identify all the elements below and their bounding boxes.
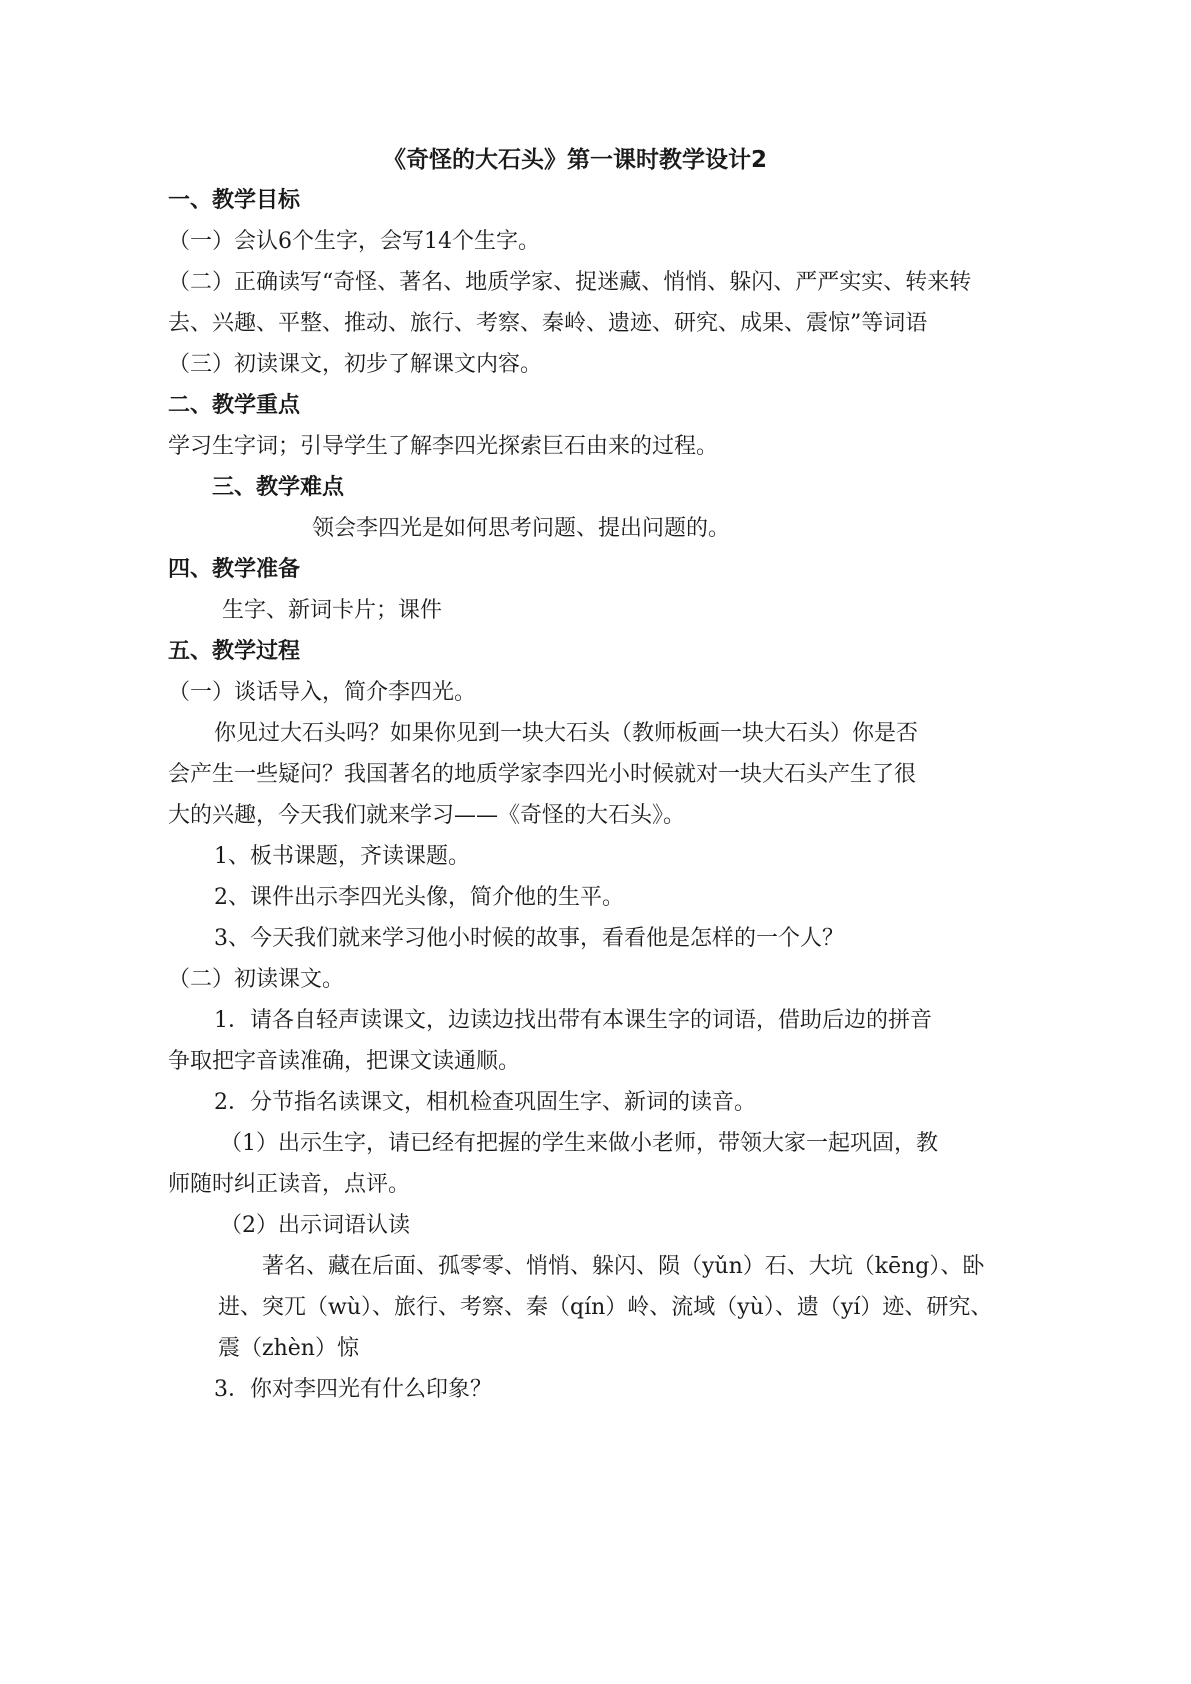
vocabulary-list-cont: 进、突兀（wù）、旅行、考察、秦（qín）岭、流域（yù）、遗（yí）迹、研究、 — [218, 1295, 993, 1320]
section-heading-preparation: 四、教学准备 — [168, 557, 301, 582]
process-subitem-cont: 师随时纠正读音，点评。 — [168, 1172, 411, 1197]
process-subitem: （2）出示词语认读 — [220, 1213, 410, 1238]
section-heading-objectives: 一、教学目标 — [168, 188, 301, 213]
process-item: 2．分节指名读课文，相机检查巩固生字、新词的读音。 — [214, 1090, 756, 1115]
section-heading-process: 五、教学过程 — [168, 639, 301, 664]
process-item: 3、今天我们就来学习他小时候的故事，看看他是怎样的一个人？ — [214, 926, 844, 951]
vocabulary-list-cont: 震（zhèn）惊 — [218, 1336, 359, 1361]
process-item: 1、板书课题，齐读课题。 — [214, 844, 470, 869]
vocabulary-list: 著名、藏在后面、孤零零、悄悄、躲闪、陨（yǔn）石、大坑（kēng）、卧 — [262, 1254, 985, 1279]
process-paragraph-cont: 会产生一些疑问？我国著名的地质学家李四光小时候就对一块大石头产生了很 — [168, 762, 917, 787]
objective-3: （三）初读课文，初步了解课文内容。 — [168, 352, 543, 377]
process-paragraph-cont: 大的兴趣，今天我们就来学习——《奇怪的大石头》。 — [168, 803, 686, 828]
section-heading-key-points: 二、教学重点 — [168, 393, 301, 418]
objective-1: （一）会认6个生字，会写14个生字。 — [168, 229, 540, 254]
objective-2-cont: 去、兴趣、平整、推动、旅行、考察、秦岭、遗迹、研究、成果、震惊”等词语 — [168, 311, 928, 336]
key-points-text: 学习生字词；引导学生了解李四光探索巨石由来的过程。 — [168, 434, 719, 459]
document-title: 《奇怪的大石头》第一课时教学设计2 — [383, 147, 768, 173]
process-subitem: （1）出示生字，请已经有把握的学生来做小老师，带领大家一起巩固，教 — [220, 1131, 938, 1156]
process-item: 2、课件出示李四光头像，简介他的生平。 — [214, 885, 624, 910]
process-paragraph: 你见过大石头吗？如果你见到一块大石头（教师板画一块大石头）你是否 — [214, 721, 919, 746]
preparation-text: 生字、新词卡片；课件 — [222, 598, 443, 623]
process-step-1-heading: （一）谈话导入，简介李四光。 — [168, 680, 477, 705]
process-item: 3．你对李四光有什么印象？ — [214, 1377, 492, 1402]
section-heading-difficulties: 三、教学难点 — [212, 475, 345, 500]
objective-2: （二）正确读写“奇怪、著名、地质学家、捉迷藏、悄悄、躲闪、严严实实、转来转 — [168, 270, 972, 295]
difficulties-text: 领会李四光是如何思考问题、提出问题的。 — [312, 516, 731, 541]
process-step-2-heading: （二）初读课文。 — [168, 967, 345, 992]
process-item: 1．请各自轻声读课文，边读边找出带有本课生字的词语，借助后边的拼音 — [214, 1008, 932, 1033]
process-item-cont: 争取把字音读准确，把课文读通顺。 — [168, 1049, 521, 1074]
